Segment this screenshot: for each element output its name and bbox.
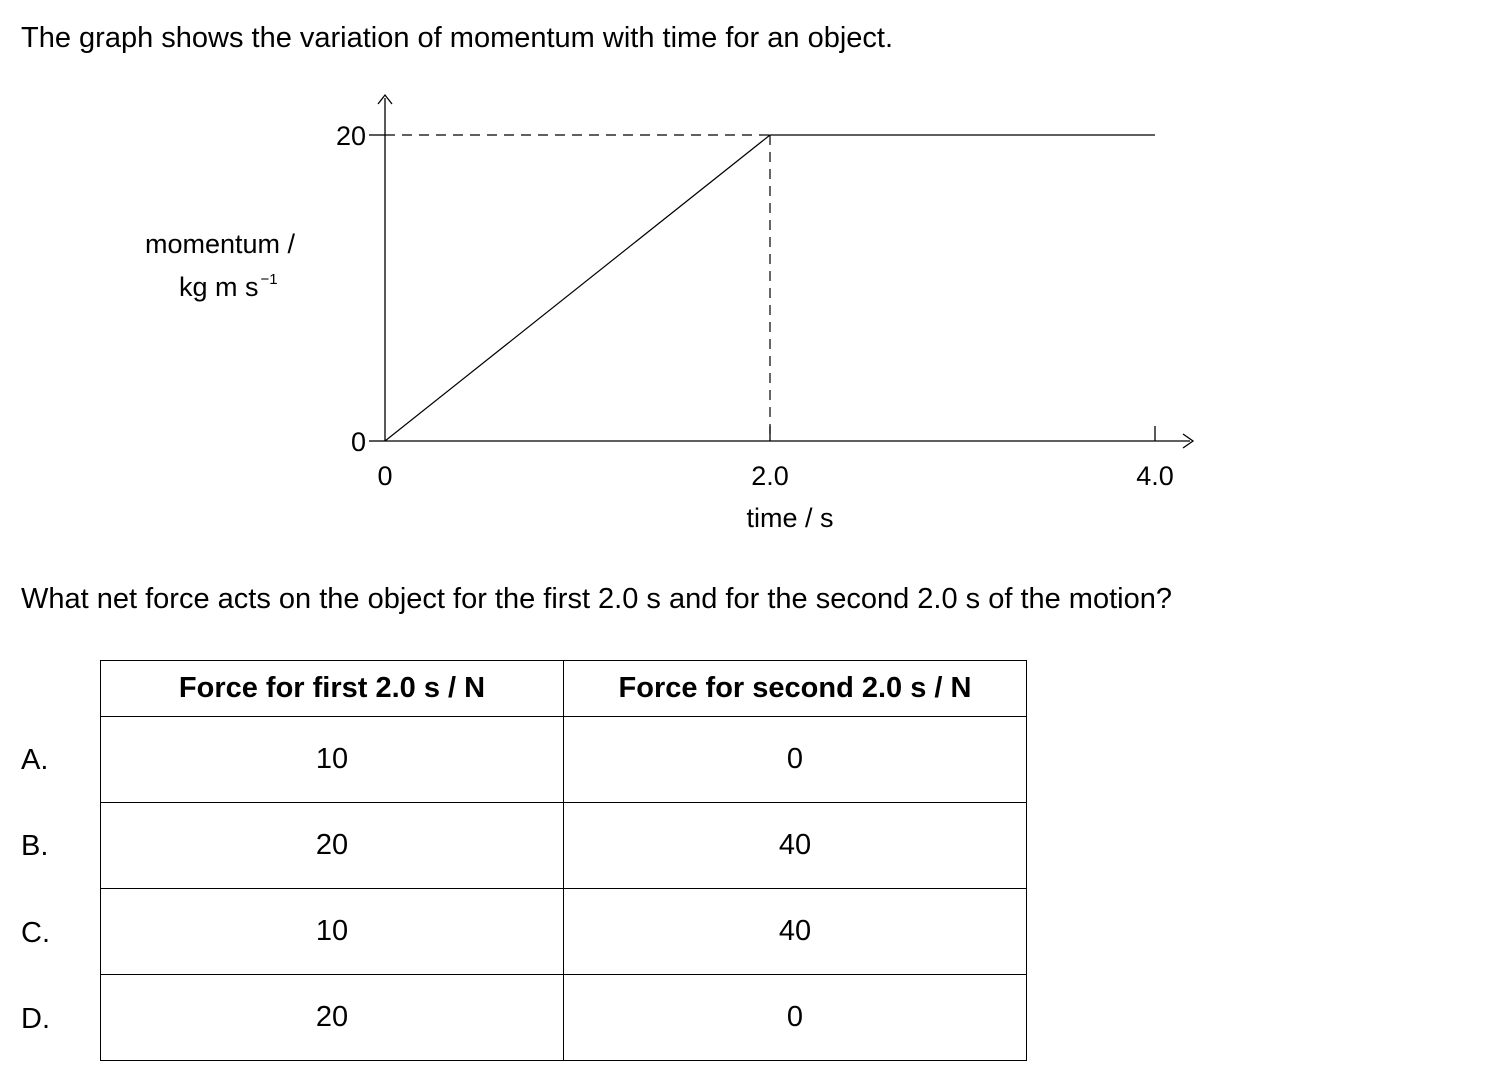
option-label-b[interactable]: B. bbox=[21, 830, 49, 862]
option-label-c[interactable]: C. bbox=[21, 917, 50, 949]
cell-first: 10 bbox=[101, 889, 564, 975]
cell-second: 40 bbox=[564, 803, 1027, 889]
cell-first: 20 bbox=[101, 803, 564, 889]
y-tick-label: 20 bbox=[335, 121, 366, 151]
option-label-d[interactable]: D. bbox=[21, 1003, 50, 1035]
y-axis-unit-exponent: −1 bbox=[260, 271, 278, 288]
x-tick-label: 2.0 bbox=[751, 461, 789, 491]
y-axis-unit: kg m s bbox=[179, 272, 259, 302]
table-row bbox=[101, 889, 1027, 975]
y-axis-label-line1: momentum / bbox=[145, 229, 296, 259]
option-label-a[interactable]: A. bbox=[21, 744, 49, 776]
cell-first: 10 bbox=[101, 717, 564, 803]
header-first: Force for first 2.0 s / N bbox=[101, 661, 564, 717]
x-tick-label: 4.0 bbox=[1136, 461, 1174, 491]
ticks bbox=[369, 135, 1155, 441]
table-header-row bbox=[101, 661, 1027, 717]
x-axis-label: time / s bbox=[746, 503, 834, 533]
table-row bbox=[101, 975, 1027, 1061]
cell-second: 0 bbox=[564, 975, 1027, 1061]
y-tick-label: 0 bbox=[350, 427, 366, 457]
cell-second: 40 bbox=[564, 889, 1027, 975]
x-tick-label: 0 bbox=[377, 461, 393, 491]
cell-first: 20 bbox=[101, 975, 564, 1061]
axes bbox=[378, 95, 1193, 448]
cell-second: 0 bbox=[564, 717, 1027, 803]
header-second: Force for second 2.0 s / N bbox=[564, 661, 1027, 717]
table-row bbox=[101, 717, 1027, 803]
answer-table bbox=[100, 660, 1027, 1061]
question-text: What net force acts on the object for the first 2.0 s and for the second 2.0 s of the motion? bbox=[21, 583, 1172, 615]
table-row bbox=[101, 803, 1027, 889]
y-axis-label-line2 bbox=[179, 271, 278, 303]
intro-text: The graph shows the variation of momentum with time for an object. bbox=[21, 22, 894, 54]
